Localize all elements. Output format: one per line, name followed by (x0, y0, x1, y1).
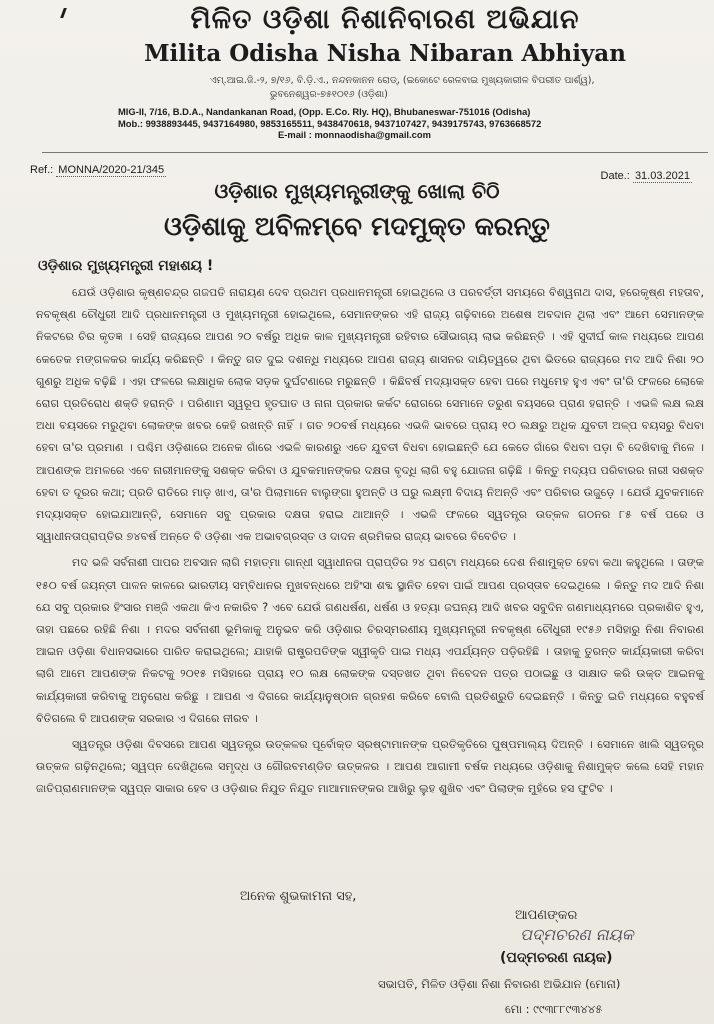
signatory-mobile: ମୋ : ୯୯୩୮୮୯୩୪୪୫ (505, 1002, 603, 1016)
letter-subject: ଓଡ଼ିଶାକୁ ଅବିଳମ୍ବେ ମଦମୁକ୍ତ କରନ୍ତୁ (164, 212, 550, 242)
paragraph: ସ୍ୱତନ୍ତ୍ର ଓଡ଼ିଶା ଦିବସରେ ଆପଣ ସ୍ୱତନ୍ତ୍ର ଉତ୍କଳର ପୂର୍ବୋକ୍ତ ସ୍ରଷ୍ଟାମାନଙ୍କ ପ୍ରତିକୃତିରେ ପୁଷ୍ପମାଲ୍ୟ ଦିଅନ୍ତି । ସେମାନେ ଖାଲି ସ୍ୱତନ୍ତ୍ର ଉତ୍କଳ ଗଢ଼ିନଥିଲେ; ସ୍ୱପ୍ନ ଦେଖିଥିଲେ ସମୃଦ୍ଧ ଓ ଗୌରବମଣ୍ଡିତ ଉତ୍କଳର । ଆପଣ ଆଗାମୀ ବର୍ଷକ ମଧ୍ୟରେ ଓଡ଼ିଶାକୁ ନିଶାମୁକ୍ତ କଲେ ସେହି ମହାନ ଜାତିପ୍ରାଣମାନଙ୍କ ସ୍ୱପ୍ନ ସାକାର ହେବ ଓ ଓଡ଼ିଶାର ନିଯୁତ ନିଯୁତ ମାଆମାନଙ୍କର ଆଖିରୁ ଲୁହ ଶୁଖିବ ଏବଂ ପିଲାଙ୍କ ମୁହଁରେ ହସ ଫୁଟିବ । (36, 738, 704, 796)
org-name-english: Milita Odisha Nisha Nibaran Abhiyan (144, 40, 626, 67)
reference (30, 164, 166, 176)
signatory-name: (ପଦ୍ମଚରଣ ନାୟକ) (500, 950, 613, 966)
paragraph: ଯେଉଁ ଓଡ଼ିଶାର କୃଷ୍ଣଚନ୍ଦ୍ର ଗଜପତି ନାରାୟଣ ଦେବ ପ୍ରଥମ ପ୍ରଧାନମନ୍ତ୍ରୀ ହୋଇଥିଲେ ଓ ପରବର୍ତ୍ତୀ ସମୟରେ ବିଶ୍ୱନାଥ ଦାସ, ହରେକୃଷ୍ଣ ମହତାବ, ନବକୃଷ୍ଣ ଚୌଧୁରୀ ଆଦି ପ୍ରଧାନମନ୍ତ୍ରୀ ଓ ମୁଖ୍ୟମନ୍ତ୍ରୀ ହୋଇଥିଲେ, ସେମାନଙ୍କର ଏହି ରାଜ୍ୟ ଗଢ଼ିବାରେ ଅଶେଷ ଅବଦାନ ଥିଲା ଏବଂ ଆମେ ସେମାନଙ୍କ ନିକଟରେ ଚିର କୃତଜ୍ଞ । ସେହି ରାଜ୍ୟରେ ଆପଣ ୨୦ ବର୍ଷରୁ ଅଧିକ କାଳ ମୁଖ୍ୟମନ୍ତ୍ରୀ ରହିବାର ସୌଭାଗ୍ୟ ଲାଭ କରିଛନ୍ତି । ଏହି ସୁଦୀର୍ଘ କାଳ ମଧ୍ୟରେ ଆପଣ କେତେକ ମଙ୍ଗଳକର କାର୍ଯ୍ୟ କରିଛନ୍ତି । କିନ୍ତୁ ଗତ ଦୁଇ ଦଶନ୍ଧି ମଧ୍ୟରେ ଆପଣ ରାଜ୍ୟ ଶାସନର ଦାୟିତ୍ୱରେ ଥିବା ଭିତରେ ରାଜ୍ୟରେ ମଦ ଆଦି ନିଶା ୨୦ ଗୁଣରୁ ଅଧିକ ବଢ଼ିଛି । ଏହା ଫଳରେ ଲକ୍ଷାଧିକ ଲୋକ ସଡ଼କ ଦୁର୍ଘଟଣାରେ ମରୁଛନ୍ତି । କିଛିବର୍ଷ ମଦ୍ୟାସକ୍ତ ହେବା ପରେ ମଧୁମେହ ହୁଏ ଏବଂ ତା'ରି ଫଳରେ ଲୋକେ ରୋଗ ପ୍ରତିରୋଧ ଶକ୍ତି ହରାନ୍ତି । ପରିଣାମ ସ୍ୱରୂପ ହୃତଘାତ ଓ ନାନା ପ୍ରକାର କର୍କଟ ରୋଗରେ ସେମାନେ ତରୁଣ ବୟସରେ ପ୍ରାଣ ହରାନ୍ତି । ଏଭଳି ଲକ୍ଷ ଲକ୍ଷ ଅଧା ବୟସରେ ମରୁଥିବା ଲୋକଙ୍କ ଖବର କେହି ରଖନ୍ତି ନାହିଁ । ଗତ ୨୦ବର୍ଷ ମଧ୍ୟରେ ଏଭଳି ଭାବରେ ପ୍ରାୟ ୧୦ ଲକ୍ଷରୁ ଅଧିକ ଯୁବତୀ ଅଳ୍ପ ବୟସରୁ ବିଧବା ହେବା ତା'ର ପ୍ରମାଣ । ପଶ୍ଚିମ ଓଡ଼ିଶାରେ ଅନେକ ଗାଁରେ ଏଭଳି କାରଣରୁ ଏତେ ଯୁବତୀ ବିଧବା ହୋଇଛନ୍ତି ଯେ କେତେ ଗାଁରେ ବିଧବା ପଡ଼ା ବି ଦେଖିବାକୁ ମିଳେ । ଆପଣଙ୍କ ଅମଳରେ ଏବେ ନାରୀମାନଙ୍କୁ ସଶକ୍ତ କରିବା ଓ ଯୁବକମାନଙ୍କର ଦକ୍ଷତା ବୃଦ୍ଧି ଲାଗି ବହୁ ଯୋଜନା ଗଢ଼ିଛି । କିନ୍ତୁ ମଦ୍ୟପ ପରିବାରର ନାରୀ ସଶକ୍ତ ହେବା ତ ଦୂରର କଥା; ପ୍ରତି ରାତିରେ ମାଡ଼ ଖାଏ, ତା'ର ପିଲାମାନେ ବାଲୁଙ୍ଗା ହୁଅନ୍ତି ଓ ଘରୁ ଲକ୍ଷ୍ମୀ ବିଦାୟ ନିଅନ୍ତି ଏବଂ ପରିବାର ଉଜୁଡ଼େ । ଯେଉଁ ଯୁବକମାନେ ମଦ୍ୟାସକ୍ତ ହୋଇଯାଆନ୍ତି, ସେମାନେ ସବୁ ପ୍ରକାର ଦକ୍ଷତା ହରାଇ ଥାଆନ୍ତି । ଏଭଳି ଫଳରେ ସ୍ୱତନ୍ତ୍ର ଉତ୍କଳ ଗଠନର ୮୫ ବର୍ଷ ପରେ ଓ ସ୍ୱାଧୀନତାପ୍ରାପ୍ତିର ୭୪ବର୍ଷ ଅନ୍ତେ ବି ଓଡ଼ିଶା ଏକ ଅଭାବଗ୍ରସ୍ତ ଓ ଦାଦନ ଶ୍ରମିକର ରାଜ୍ୟ ଭାବରେ ବିବେଚିତ । (36, 286, 704, 544)
address-odia-line2: ଭୁବନେଶ୍ୱର-୭୫୧୦୧୬ (ଓଡ଼ିଶା) (270, 89, 388, 100)
address-odia-line1: ଏମ୍.ଆଇ.ଜି.-୨, ୭/୧୬, ବି.ଡ଼ି.ଏ., ନନ୍ଦନକାନନ ରୋଡ୍, (ଇକୋଟେ ରେଳବାଇ ମୁଖ୍ୟକାରୀଳ ବିପରୀତ ପାର୍ଶ୍ୱ), (210, 75, 595, 86)
paragraph: ମଦ ଭଳି ସର୍ବନାଶୀ ପାପର ଅବସାନ ଲାଗି ମହାତ୍ମା ଗାନ୍ଧୀ ସ୍ୱାଧୀନତା ପ୍ରାପ୍ତିର ୨୪ ଘଣ୍ଟା ମଧ୍ୟରେ ଦେଶ ନିଶାମୁକ୍ତ ହେବା କଥା କହୁଥିଲେ । ତାଙ୍କ ୧୫୦ ବର୍ଷ ଜୟନ୍ତୀ ପାଳନ କାଳରେ ଭାରତୀୟ ସମ୍ବିଧାନର ମୁଖବନ୍ଧରେ ଅହିଂସା ଶବ୍ଦ ସ୍ଥାନିତ ହେବା ପାଇଁ ଆପଣ ପ୍ରସ୍ତାବ ଦେଇଥିଲେ । କିନ୍ତୁ ମଦ ଆଦି ନିଶା ଯେ ସବୁ ପ୍ରକାର ହିଂସାର ମଞ୍ଜି ଏକଥା କିଏ ନକାରିବ ? ଏବେ ଯେଉଁ ଗଣଧର୍ଷଣ, ଧର୍ଷଣ ଓ ହତ୍ୟା ଜଘନ୍ୟ ଆଦି ଖବର ସବୁଦିନ ଗଣମାଧ୍ୟମରେ ପ୍ରକାଶିତ ହୁଏ, ତାହା ପଛରେ ରହିଛି ନିଶା । ମଦର ସର୍ବନାଶୀ ଭୂମିକାକୁ ଅନୁଭବ କରି ଓଡ଼ିଶାର ଚିରସ୍ମରଣୀୟ ମୁଖ୍ୟମନ୍ତ୍ରୀ ନବକୃଷ୍ଣ ଚୌଧୁରୀ ୧୯୫୬ ମସିହାରୁ ନିଶା ନିବାରଣ ଆଇନ ଓଡ଼ିଶା ବିଧାନସଭାରେ ପାରିତ କରାଇଥିଲେ; ଯାହାକି ରାଷ୍ଟ୍ରପତିଙ୍କ ସ୍ୱୀକୃତି ପାଇ ମଧ୍ୟ ଏପର୍ଯ୍ୟନ୍ତ ପଡ଼ିରହିଛି । ତାହାକୁ ତୁରନ୍ତ କାର୍ଯ୍ୟକାରୀ କରିବା ଲାଗି ଆମେ ଆପଣଙ୍କ ନିକଟକୁ ୨୦୧୫ ମସିହାରେ ପ୍ରାୟ ୧୦ ଲକ୍ଷ ଲୋକଙ୍କ ଦସ୍ତଖତ ଥିବା ନିବେଦନ ପତ୍ର ପଠାଇଛୁ ଓ ସାକ୍ଷାତ କରି ଉକ୍ତ ଆଇନକୁ କାର୍ଯ୍ୟକାରୀ କରିବାକୁ ଅନୁରୋଧ କରିଛୁ । ଆପଣ ଏ ଦିଗରେ କାର୍ଯ୍ୟାନୁଷ୍ଠାନ ଗ୍ରହଣ କରିବେ ବୋଲି ପ୍ରତିଶ୍ରୁତି ଦେଇଛନ୍ତି । କିନ୍ତୁ ଇତି ମଧ୍ୟରେ ବହୁବର୍ଷ ବିତିଗଲେ ବି ଆପଣଙ୍କ ସରକାର ଏ ଦିଗରେ ନୀରବ । (36, 556, 704, 725)
date-label: Date.: (600, 170, 630, 182)
yours: ଆପଣଙ୍କର (515, 908, 578, 923)
reference-label: Ref.: (30, 164, 54, 176)
letter-title: ଓଡ଼ିଶାର ମୁଖ୍ୟମନ୍ତ୍ରୀଙ୍କୁ ଖୋଲା ଚିଠି (214, 179, 500, 203)
closing: ଅନେକ ଶୁଭକାମନା ସହ, (240, 889, 357, 904)
address-english-block (118, 106, 708, 141)
email: E-mail : monnaodisha@gmail.com (278, 129, 431, 140)
date-value: 31.03.2021 (634, 170, 690, 182)
mobile-numbers: Mob.: 9938893445, 9437164980, 9853165511, 9438470618, 9437107427, 9439175743, 9763668572 (118, 117, 542, 129)
address-odia (210, 74, 705, 102)
signatory-designation: ସଭାପତି, ମିଳିତ ଓଡ଼ିଶା ନିଶା ନିବାରଣ ଅଭିଯାନ (ମୋନା) (378, 977, 621, 991)
letterhead-divider (42, 152, 708, 153)
address-english: MIG-II, 7/16, B.D.A., Nandankanan Road, (Opp. E.Co. Rly. HQ), Bhubaneswar-751016 (Odisha) (118, 106, 531, 117)
salutation: ଓଡ଼ିଶାର ମୁଖ୍ୟମନ୍ତ୍ରୀ ମହାଶୟ ! (38, 258, 214, 274)
reference-value: MONNA/2020-21/345 (58, 164, 165, 176)
signature: ପଦ୍ମଚରଣ ନାୟକ (520, 925, 634, 944)
org-name-odia: ମିଳିତ ଓଡ଼ିଶା ନିଶାନିବାରଣ ଅଭିଯାନ (190, 4, 580, 35)
letter-body (36, 282, 704, 805)
